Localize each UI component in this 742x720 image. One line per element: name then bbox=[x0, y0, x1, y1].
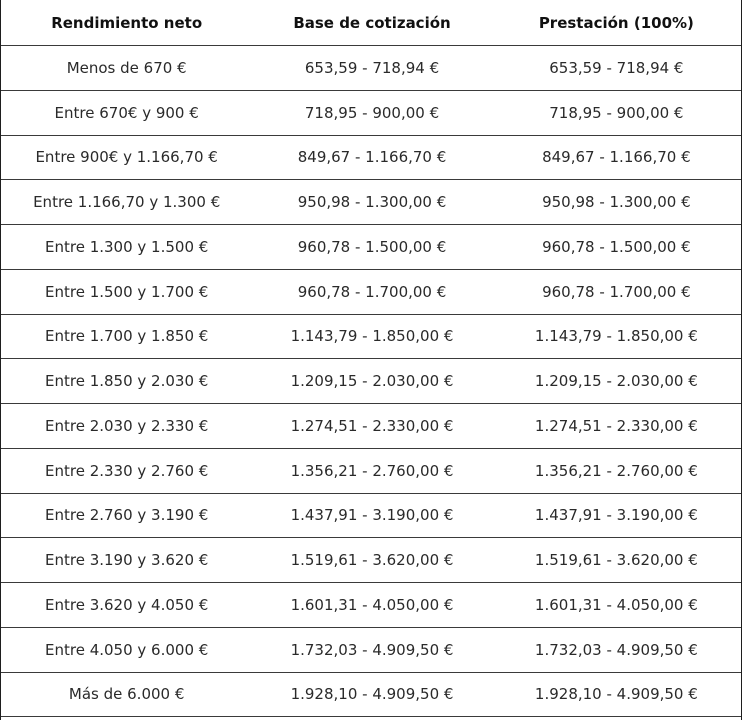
cell-rendimiento: Entre 2.030 y 2.330 € bbox=[45, 416, 209, 435]
cell-base: 1.601,31 - 4.050,00 € bbox=[290, 595, 454, 614]
cell-rendimiento: Entre 1.166,70 y 1.300 € bbox=[33, 193, 221, 212]
table-row bbox=[1, 494, 741, 539]
header-base-cotizacion: Base de cotización bbox=[293, 13, 451, 32]
cell-base: 950,98 - 1.300,00 € bbox=[297, 193, 447, 212]
cell-rendimiento: Más de 6.000 € bbox=[68, 685, 185, 704]
cell-rendimiento: Entre 4.050 y 6.000 € bbox=[45, 640, 209, 659]
table-row bbox=[1, 404, 741, 449]
cell-prestacion: 849,67 - 1.166,70 € bbox=[542, 148, 691, 167]
cell-base: 1.274,51 - 2.330,00 € bbox=[290, 416, 454, 435]
table-row bbox=[1, 359, 741, 404]
cell-base: 849,67 - 1.166,70 € bbox=[297, 148, 447, 167]
cell-base: 718,95 - 900,00 € bbox=[304, 103, 440, 122]
cell-rendimiento: Entre 900€ y 1.166,70 € bbox=[35, 148, 218, 167]
cell-base: 653,59 - 718,94 € bbox=[304, 58, 440, 77]
cell-rendimiento: Entre 2.760 y 3.190 € bbox=[45, 506, 209, 525]
cell-base: 960,78 - 1.500,00 € bbox=[297, 237, 447, 256]
table-row bbox=[1, 315, 741, 360]
cell-rendimiento: Entre 3.620 y 4.050 € bbox=[45, 595, 209, 614]
cell-prestacion: 1.437,91 - 3.190,00 € bbox=[534, 506, 698, 525]
cell-base: 1.437,91 - 3.190,00 € bbox=[290, 506, 454, 525]
cell-rendimiento: Entre 2.330 y 2.760 € bbox=[45, 461, 209, 480]
cell-prestacion: 653,59 - 718,94 € bbox=[549, 58, 684, 77]
cell-prestacion: 1.274,51 - 2.330,00 € bbox=[534, 416, 698, 435]
header-prestacion: Prestación (100%) bbox=[538, 13, 694, 32]
header-rendimiento-neto: Rendimiento neto bbox=[51, 13, 203, 32]
cell-base: 1.519,61 - 3.620,00 € bbox=[290, 551, 454, 570]
cell-base: 1.356,21 - 2.760,00 € bbox=[290, 461, 454, 480]
cell-prestacion: 1.601,31 - 4.050,00 € bbox=[534, 595, 698, 614]
table-row bbox=[1, 628, 741, 673]
cell-prestacion: 1.732,03 - 4.909,50 € bbox=[534, 640, 698, 659]
table-row bbox=[1, 270, 741, 315]
cell-prestacion: 1.519,61 - 3.620,00 € bbox=[534, 551, 698, 570]
table-row bbox=[1, 449, 741, 494]
cell-prestacion: 960,78 - 1.700,00 € bbox=[542, 282, 691, 301]
cell-prestacion: 1.928,10 - 4.909,50 € bbox=[534, 685, 698, 704]
cell-base: 1.143,79 - 1.850,00 € bbox=[290, 327, 454, 346]
cell-prestacion: 950,98 - 1.300,00 € bbox=[542, 193, 691, 212]
cell-base: 1.732,03 - 4.909,50 € bbox=[290, 640, 454, 659]
cell-rendimiento: Entre 670€ y 900 € bbox=[54, 103, 199, 122]
cell-rendimiento: Entre 3.190 y 3.620 € bbox=[45, 551, 209, 570]
cell-rendimiento: Menos de 670 € bbox=[66, 58, 187, 77]
cell-prestacion: 718,95 - 900,00 € bbox=[549, 103, 684, 122]
cell-rendimiento: Entre 1.850 y 2.030 € bbox=[45, 372, 209, 391]
table-row bbox=[1, 225, 741, 270]
cell-rendimiento: Entre 1.500 y 1.700 € bbox=[45, 282, 209, 301]
cell-prestacion: 960,78 - 1.500,00 € bbox=[542, 237, 691, 256]
cell-prestacion: 1.209,15 - 2.030,00 € bbox=[534, 372, 698, 391]
cell-rendimiento: Entre 1.300 y 1.500 € bbox=[45, 237, 209, 256]
cell-base: 1.928,10 - 4.909,50 € bbox=[290, 685, 454, 704]
cell-rendimiento: Entre 1.700 y 1.850 € bbox=[45, 327, 209, 346]
table-row bbox=[1, 46, 741, 91]
table-row bbox=[1, 583, 741, 628]
table-row bbox=[1, 91, 741, 136]
cell-prestacion: 1.143,79 - 1.850,00 € bbox=[534, 327, 698, 346]
table-row bbox=[1, 538, 741, 583]
table-row bbox=[1, 136, 741, 181]
cell-base: 1.209,15 - 2.030,00 € bbox=[290, 372, 454, 391]
table-row bbox=[1, 673, 741, 718]
table-header-row bbox=[1, 0, 741, 46]
table-row bbox=[1, 180, 741, 225]
cell-prestacion: 1.356,21 - 2.760,00 € bbox=[534, 461, 698, 480]
cell-base: 960,78 - 1.700,00 € bbox=[297, 282, 447, 301]
